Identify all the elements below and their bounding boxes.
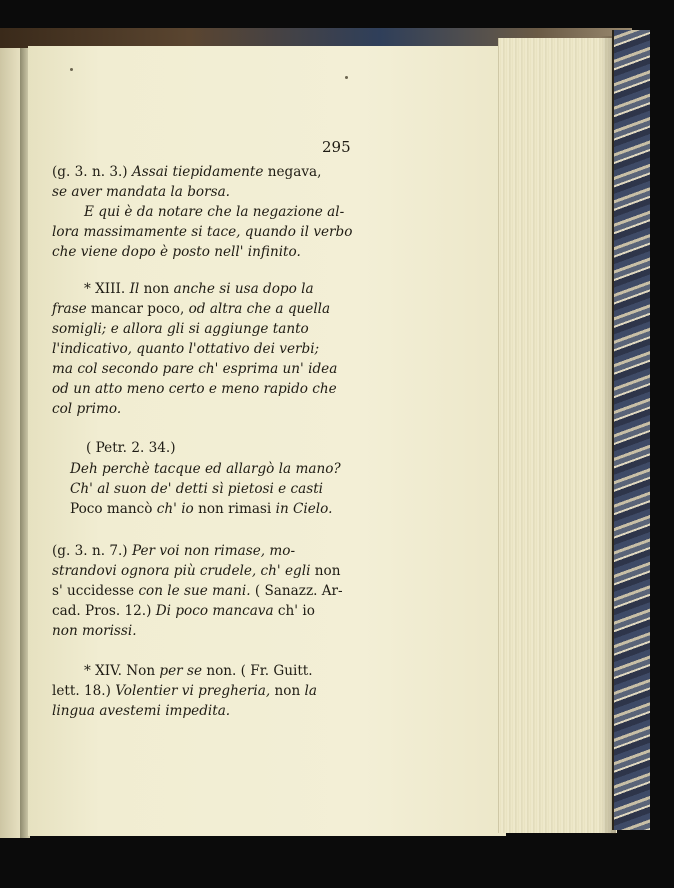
para2-line2: frase mancar poco, od altra che a quella	[52, 301, 331, 317]
para3-line4: cad. Pros. 12.) Di poco mancava ch' io	[52, 603, 315, 619]
page-spot	[345, 76, 348, 79]
left-page-edge	[0, 48, 22, 838]
para2-line6: od un atto meno certo e meno rapido che	[52, 381, 337, 397]
quote-reference: ( Petr. 2. 34.)	[86, 440, 176, 456]
para1-line2: se aver mandata la borsa.	[52, 184, 230, 200]
para4-line2: lett. 18.) Volentier vi pregheria, non la	[52, 683, 317, 699]
para1-line1: (g. 3. n. 3.) Assai tiepidamente negava,	[52, 164, 322, 180]
para1-line5: che viene dopo è posto nell' infinito.	[52, 244, 301, 260]
para2-line7: col primo.	[52, 401, 122, 417]
para2-line4: l'indicativo, quanto l'ottativo dei verbi;	[52, 341, 320, 357]
para2-line1: * XIII. Il non anche si usa dopo la	[84, 281, 314, 297]
page-spot	[70, 68, 73, 71]
para2-line5: ma col secondo pare ch' esprima un' idea	[52, 361, 338, 377]
para1-line4: lora massimamente si tace, quando il verbo	[52, 224, 353, 240]
para4-line1: * XIV. Non per se non. ( Fr. Guitt.	[84, 663, 313, 679]
page-number: 295	[322, 138, 351, 156]
para3-line1: (g. 3. n. 7.) Per voi non rimase, mo-	[52, 543, 296, 559]
marbled-cover-edge	[612, 30, 650, 830]
para4-line3: lingua avestemi impedita.	[52, 703, 231, 719]
para3-line2: strandovi ognora più crudele, ch' egli non	[52, 563, 341, 579]
para1-line3: E qui è da notare che la negazione al-	[84, 204, 345, 220]
para2-line3: somigli; e allora gli si aggiunge tanto	[52, 321, 309, 337]
para3-line5: non morissi.	[52, 623, 137, 639]
quote-line1: Deh perchè tacque ed allargò la mano?	[70, 461, 341, 477]
quote-line3: Poco mancò ch' io non rimasi in Cielo.	[70, 501, 333, 517]
quote-line2: Ch' al suon de' detti sì pietosi e casti	[70, 481, 324, 497]
para3-line3: s' uccidesse con le sue mani. ( Sanazz. Ar-	[52, 583, 343, 599]
